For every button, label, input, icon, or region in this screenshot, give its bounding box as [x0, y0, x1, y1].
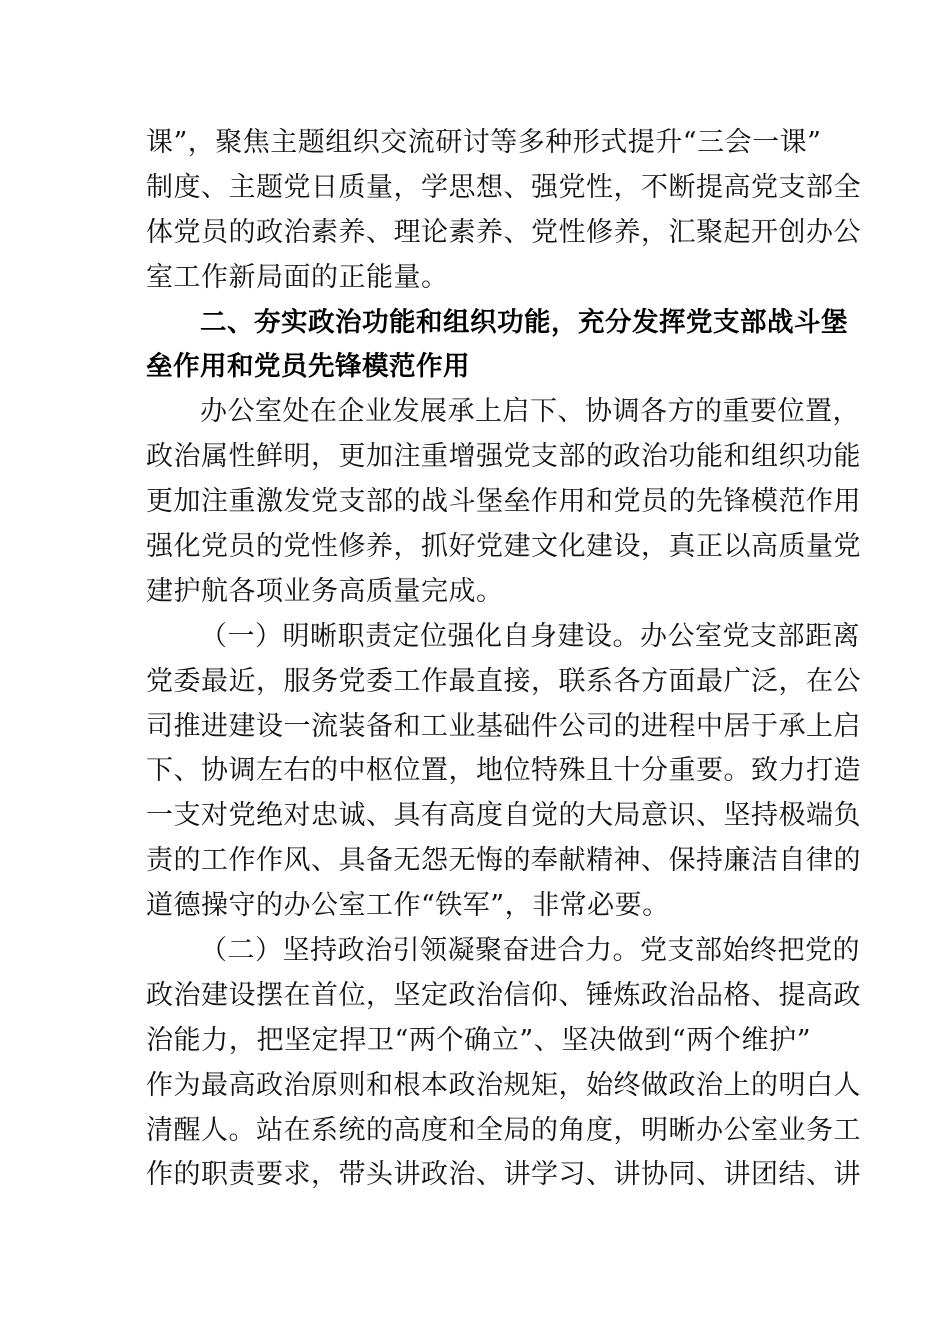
text-line: 办公室处在企业发展承上启下、协调各方的重要位置，: [200, 396, 860, 428]
text-line: 室工作新局面的正能量。: [146, 261, 449, 293]
text-line: 一支对党绝对忠诚、具有高度自觉的大局意识、坚持极端负: [146, 800, 861, 832]
text-line: 强化党员的党性修养，抓好党建文化建设，真正以高质量党: [146, 531, 861, 563]
section-heading: 垒作用和党员先锋模范作用: [146, 351, 470, 383]
text-line: 司推进建设一流装备和工业基础件公司的进程中居于承上启: [146, 710, 861, 742]
text-line: 体党员的政治素养、理论素养、党性修养，汇聚起开创办公: [146, 216, 861, 248]
text-line: 更加注重激发党支部的战斗堡垒作用和党员的先锋模范作用: [146, 486, 861, 518]
text-line: 清醒人。站在系统的高度和全局的角度，明晰办公室业务工: [146, 1114, 861, 1146]
section-heading: 二、夯实政治功能和组织功能，充分发挥党支部战斗堡: [200, 306, 848, 338]
text-line: 制度、主题党日质量，学思想、强党性，不断提高党支部全: [146, 171, 861, 203]
text-line: （二）坚持政治引领凝聚奋进合力。党支部始终把党的: [200, 935, 860, 967]
text-line: 责的工作作风、具备无怨无悔的奉献精神、保持廉洁自律的: [146, 845, 861, 877]
text-line: 政治建设摆在首位，坚定政治信仰、锤炼政治品格、提高政: [146, 979, 861, 1011]
text-line: 下、协调左右的中枢位置，地位特殊且十分重要。致力打造: [146, 755, 861, 787]
text-line: 道德操守的办公室工作“铁军”，非常必要。: [146, 890, 670, 922]
text-line: 作为最高政治原则和根本政治规矩，始终做政治上的明白人: [146, 1069, 861, 1101]
text-line: 作的职责要求，带头讲政治、讲学习、讲协同、讲团结、讲: [146, 1159, 861, 1191]
document-page: [146, 121, 861, 1198]
text-line: 政治属性鲜明，更加注重增强党支部的政治功能和组织功能: [146, 441, 861, 473]
text-line: 党委最近，服务党委工作最直接，联系各方面最广泛，在公: [146, 665, 861, 697]
text-line: （一）明晰职责定位强化自身建设。办公室党支部距离: [200, 620, 860, 652]
text-line: 建护航各项业务高质量完成。: [146, 575, 504, 607]
text-line: 治能力，把坚定捍卫“两个确立”、坚决做到“两个维护”: [146, 1024, 811, 1056]
text-line: 课”，聚焦主题组织交流研讨等多种形式提升“三会一课”: [146, 127, 822, 158]
